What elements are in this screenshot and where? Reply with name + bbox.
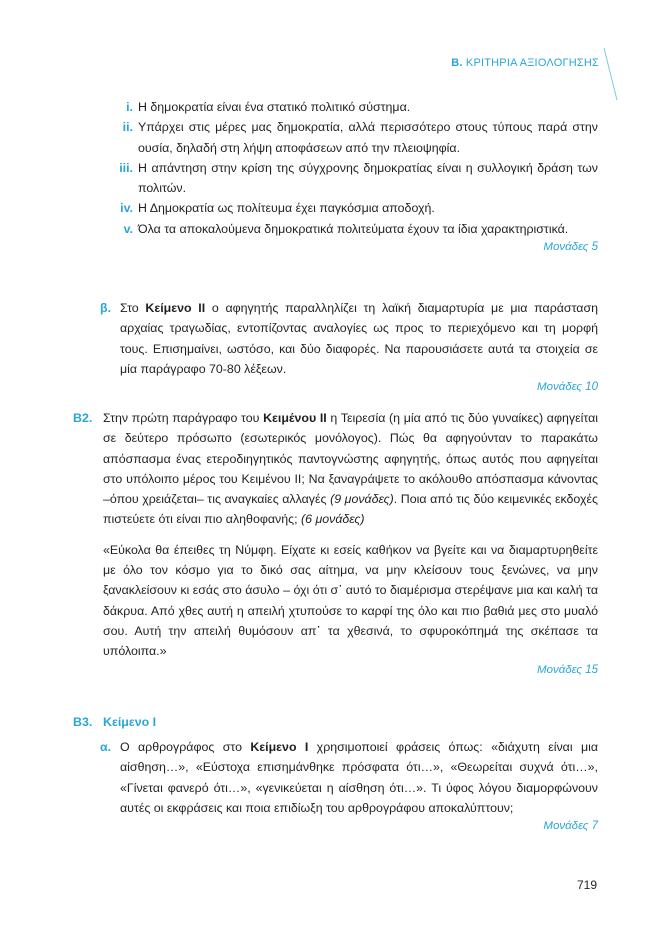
list-number: iv. [120,201,133,216]
list-item-text: Η δημοκρατία είναι ένα στατικό πολιτικό σύστημα. [138,100,411,114]
units-label: Μονάδες 7 [543,820,598,833]
question-beta [100,298,598,396]
list-item-text: Υπάρχει στις μέρες μας δημοκρατία, αλλά περισσότερο στους τύπους παρά στην ουσία, δηλαδή στη λήψη αποφάσεων από την πλειοψηφία. [138,120,598,155]
list-item [119,158,598,199]
question-number: β. [100,301,112,315]
list-item [122,117,598,158]
list-number: iii. [119,160,133,175]
list-number: i. [126,100,133,114]
units-label: Μονάδες 10 [537,381,598,394]
header-prefix: Β. [451,57,463,69]
roman-list [119,97,598,256]
units-label: Μονάδες 5 [543,241,598,254]
quoted-passage: «Εύκολα θα έπειθες τη Νύμφη. Είχατε κι εσείς καθήκον να βγείτε και να διαμαρτυρηθείτε με όλο τον κόσμο για το δικό σας αίτημα, να μην κλείσουν τους ξενώνες, να μην ξανακλείσουν κι εσάς στο άσυλο – όχι ότι σ᾿ αυτό το διαμέρισμα στερέψανε μια και καλή τα δάκρυα. Από χθες αυτή η απειλή χτυπούσε το καρφί της όλο και πιο βαθιά μες στο μυαλό σου. Αυτή την απειλή θυμόσουν απ᾿ τα χθεσινά, το σφυροκόπημά της σκέπασε τα υπόλοιπα.» [103,542,598,659]
list-item-text: Η Δημοκρατία ως πολίτευμα έχει παγκόσμια αποδοχή. [138,201,435,216]
header-title: ΚΡΙΤΗΡΙΑ ΑΞΙΟΛΟΓΗΣΗΣ [465,57,599,69]
list-number: v. [123,221,133,236]
question-text: Στο Κείμενο ΙΙ ο αφηγητής παραλληλίζει τη λαϊκή διαμαρτυρία με μια παράσταση αρχαίας τραγωδίας, εντοπίζοντας αναλογίες ως προς το περιεχόμενο και τη μορφή τους. Επισημαίνει, ωστόσο, και δύο διαφορές. Να παρουσιάσετε αυτά τα στοιχεία σε μία παράγραφο 70-80 λέξεων. [120,301,598,376]
header-divider-line [603,48,619,100]
question-text: Στην πρώτη παράγραφο του Κειμένου ΙΙ η Τειρεσία (η μία από τις δύο γυναίκες) αφηγείται σε δεύτερο πρόσωπο (εσωτερικός μονόλογος). Πώς θα αφηγούνταν το παρακάτω απόσπασμα ένας ετεροδιηγητικός παντογνώστης αφηγητής, όπως αυτός που αφηγείται στο υπόλοιπο μέρος του Κειμένου ΙΙ; Να ξαναγράψετε το ακόλουθο απόσπασμα κάνοντας –όπου χρειάζεται– τις αναγκαίες αλλαγές (9 μονάδες). Ποια από τις δύο κειμενικές εκδοχές πιστεύετε ότι είναι πιο αληθοφανής; (6 μονάδες) [103,411,598,527]
list-item [120,198,598,218]
question-text: Ο αρθρογράφος στο Κείμενο Ι χρησιμοποιεί φράσεις όπως: «διάχυτη είναι μια αίσθηση…», «Εύστοχα επισημάνθηκε πρόσφατα ότι…», «Θεωρείται συχνά ότι…», «Γίνεται φανερό ότι…», «γενικεύεται η αίσθηση ότι…». Τι ύφος λόγου διαμορφώνουν αυτές οι εκφράσεις και ποια επιδίωξη του αρθρογράφου αποκαλύπτουν; [120,740,599,815]
list-item [126,97,598,117]
units-label: Μονάδες 15 [537,663,598,676]
running-header [451,57,599,69]
question-b3 [73,712,598,732]
question-number: Β3. [73,715,93,729]
list-item-text: Όλα τα αποκαλούμενα δημοκρατικά πολιτεύματα έχουν τα ίδια χαρακτηριστικά. [138,221,569,236]
question-number: Β2. [73,411,93,425]
list-number: ii. [122,120,133,135]
question-b2 [73,408,598,679]
section-title: Κείμενο Ι [103,715,157,729]
question-alpha [100,737,599,835]
page-number: 719 [577,878,598,892]
list-item [123,219,598,239]
question-number: α. [100,740,112,754]
list-item-text: Η απάντηση στην κρίση της σύγχρονης δημοκρατίας είναι η συλλογική δράση των πολιτών. [138,160,598,196]
